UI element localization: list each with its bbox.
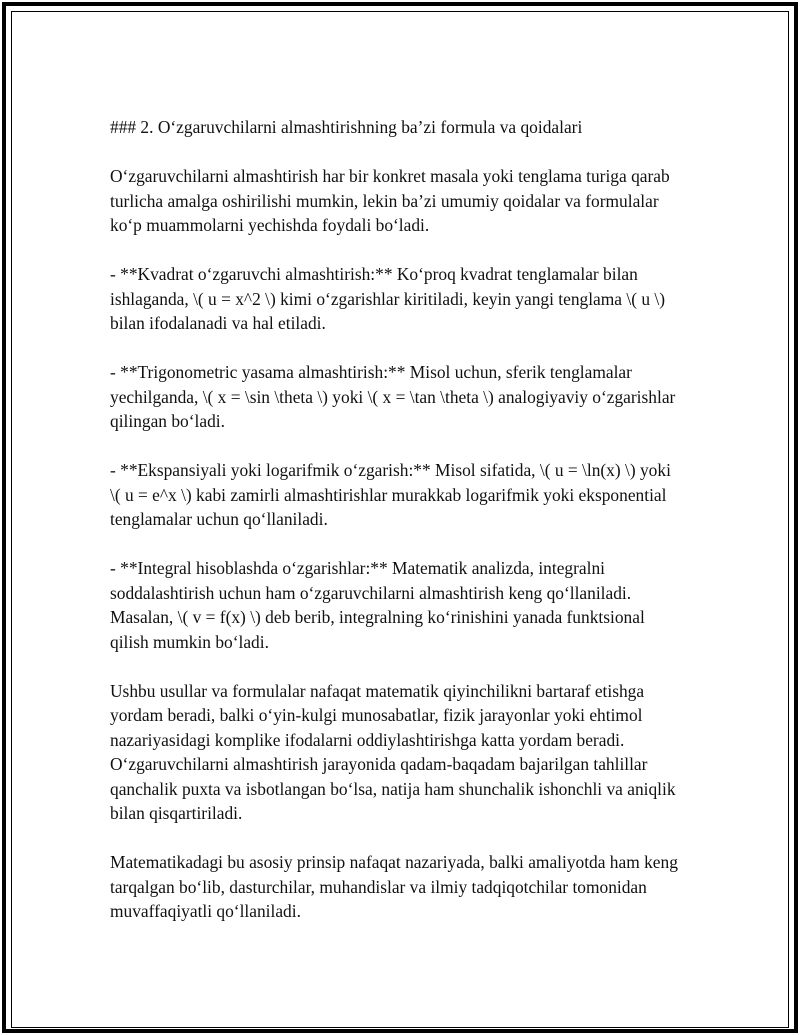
summary-paragraph: Ushbu usullar va formulalar nafaqat matematik qiyinchilikni bartaraf etishga yordam beradi, balki o‘yin-kulgi munosabatlar, fizik jarayonlar yoki ehtimol nazariyasidagi komplike ifodalarni oddiylashtirishga katta yordam beradi. O‘zgaruvchilarni almashtirish jarayonida qadam-baqadam bajarilgan tahlillar qanchalik puxta va isbotlangan bo‘lsa, natija ham shunchalik ishonchli va aniqlik bilan qisqartiriladi.	[110, 680, 676, 823]
list-item-exponential-logarithmic: - **Ekspansiyali yoki logarifmik o‘zgarish:** Misol sifatida, \( u = \ln(x) \) yoki \( u = e^x \) kabi zamirli almashtirishlar murakkab logarifmik yoki eksponential tenglamalar uchun qo‘llaniladi.	[110, 460, 671, 529]
closing-paragraph: Matematikadagi bu asosiy prinsip nafaqat nazariyada, balki amaliyotda ham keng tarqalgan bo‘lib, dasturchilar, muhandislar va ilmiy tadqiqotchilar tomonidan muvaffaqiyatli qo‘llaniladi.	[110, 852, 678, 921]
section-heading: ### 2. O‘zgaruvchilarni almashtirishning ba’zi formula va qoidalari	[110, 117, 583, 137]
list-item-quadratic-substitution: - **Kvadrat o‘zgaruvchi almashtirish:** Ko‘proq kvadrat tenglamalar bilan ishlaganda, \( u = x^2 \) kimi o‘zgarishlar kiritiladi, keyin yangi tenglama \( u \) bilan ifodalanadi va hal etiladi.	[110, 264, 666, 333]
document-body	[110, 115, 680, 948]
list-item-integral-substitution: - **Integral hisoblashda o‘zgarishlar:** Matematik analizda, integralni soddalashtirish uchun ham o‘zgaruvchilarni almashtirish keng qo‘llaniladi. Masalan, \( v = f(x) \) deb berib, integralning ko‘rinishini yanada funktsional qilish mumkin bo‘ladi.	[110, 558, 645, 652]
intro-paragraph: O‘zgaruvchilarni almashtirish har bir konkret masala yoki tenglama turiga qarab turlicha amalga oshirilishi mumkin, lekin ba’zi umumiy qoidalar va formulalar ko‘p muammolarni yechishda foydali bo‘ladi.	[110, 166, 670, 235]
list-item-trigonometric-substitution: - **Trigonometric yasama almashtirish:** Misol uchun, sferik tenglamalar yechilganda, \( x = \sin \theta \) yoki \( x = \tan \theta \) analogiyaviy o‘zgarishlar qilingan bo‘ladi.	[110, 362, 676, 431]
